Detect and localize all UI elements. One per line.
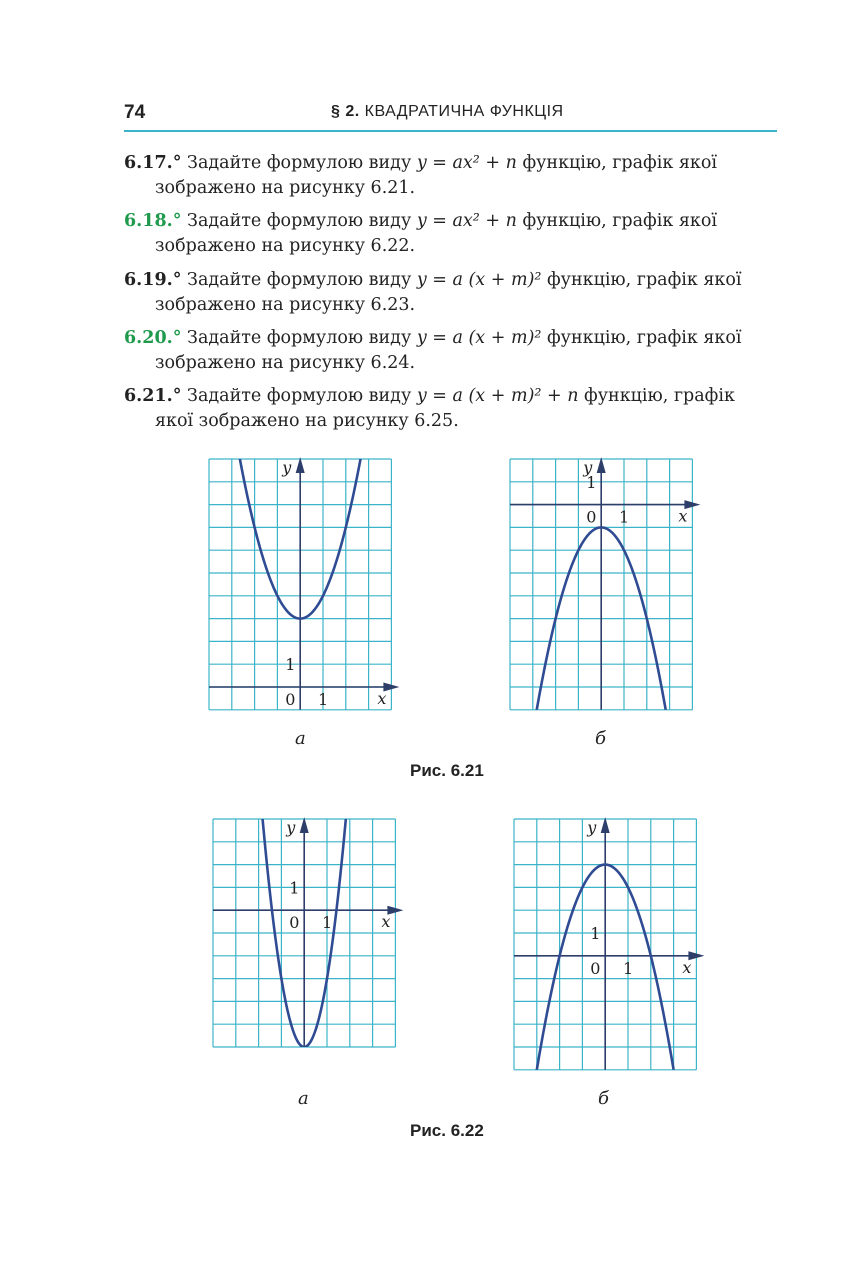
x-unit-label: 1 <box>322 913 333 933</box>
task-formula: y = a (x + m)² + n <box>416 386 579 406</box>
task-text: Задайте формулою виду <box>187 328 417 348</box>
task-number: 6.18.° <box>124 211 182 231</box>
task-number: 6.17.° <box>124 153 182 173</box>
y-axis-label: y <box>286 818 296 837</box>
page-header <box>124 98 777 132</box>
figure-caption: Рис. 6.22 <box>410 1121 484 1140</box>
sublabel-b: б <box>598 1088 609 1109</box>
graph-6-21-b <box>510 459 693 710</box>
task-number: 6.19.° <box>124 270 182 290</box>
x-axis-label: x <box>381 912 391 932</box>
chapter-title <box>331 103 564 121</box>
y-unit-label: 1 <box>289 878 300 898</box>
y-unit-label: 1 <box>285 655 296 675</box>
task-text: функцію, графік якої <box>516 153 717 173</box>
task-text: Задайте формулою виду <box>187 211 417 231</box>
task-formula: y = a (x + m)² <box>416 270 542 290</box>
task-text: функцію, графік якої <box>541 270 742 290</box>
task-text-cont: зображено на рисунку 6.21. <box>155 178 416 198</box>
origin-label: 0 <box>289 913 300 933</box>
graph-6-21-a <box>209 459 392 710</box>
task-text: Задайте формулою виду <box>187 386 417 406</box>
task-6-17 <box>124 151 777 201</box>
y-unit-label: 1 <box>590 924 601 943</box>
origin-label: 0 <box>586 507 597 527</box>
task-6-19 <box>124 268 777 318</box>
task-text: Задайте формулою виду <box>187 153 417 173</box>
task-text: функцію, графік <box>578 386 735 406</box>
x-unit-label: 1 <box>318 690 329 709</box>
task-text-cont: зображено на рисунку 6.24. <box>155 353 416 373</box>
y-axis-label: y <box>282 458 292 477</box>
task-6-21 <box>124 384 777 434</box>
sublabel-a: а <box>298 1088 309 1109</box>
task-formula: y = ax² + n <box>416 153 517 173</box>
task-text-cont: якої зображено на рисунку 6.25. <box>155 411 459 431</box>
sublabel-a: а <box>295 728 306 749</box>
task-6-20 <box>124 326 777 376</box>
parabola-graph <box>213 819 396 1070</box>
section-title: КВАДРАТИЧНА ФУНКЦІЯ <box>364 103 564 120</box>
section-mark: § 2. <box>331 103 360 120</box>
x-unit-label: 1 <box>619 507 630 527</box>
x-unit-label: 1 <box>623 958 634 978</box>
y-axis-label: y <box>583 458 593 477</box>
task-text-cont: зображено на рисунку 6.23. <box>155 295 416 315</box>
task-text: Задайте формулою виду <box>187 270 417 290</box>
task-number: 6.21.° <box>124 386 182 406</box>
page-number: 74 <box>124 102 146 123</box>
sublabel-b: б <box>595 728 606 749</box>
origin-label: 0 <box>590 958 601 978</box>
figure-caption: Рис. 6.21 <box>410 761 484 780</box>
graph-6-22-b <box>514 819 697 1070</box>
parabola-graph <box>209 459 392 710</box>
y-axis-label: y <box>587 818 597 837</box>
task-text: функцію, графік якої <box>516 211 717 231</box>
x-axis-label: x <box>682 957 692 977</box>
task-number: 6.20.° <box>124 328 182 348</box>
origin-label: 0 <box>285 690 296 709</box>
task-6-18 <box>124 209 777 259</box>
parabola-graph <box>510 459 693 710</box>
task-formula: y = ax² + n <box>416 211 517 231</box>
task-text: функцію, графік якої <box>541 328 742 348</box>
parabola-graph <box>514 819 697 1070</box>
task-text-cont: зображено на рисунку 6.22. <box>155 236 416 256</box>
y-unit-label: 1 <box>586 472 597 492</box>
graph-6-22-a <box>213 819 396 1070</box>
x-axis-label: x <box>377 689 387 708</box>
x-axis-label: x <box>678 506 688 526</box>
task-formula: y = a (x + m)² <box>416 328 542 348</box>
